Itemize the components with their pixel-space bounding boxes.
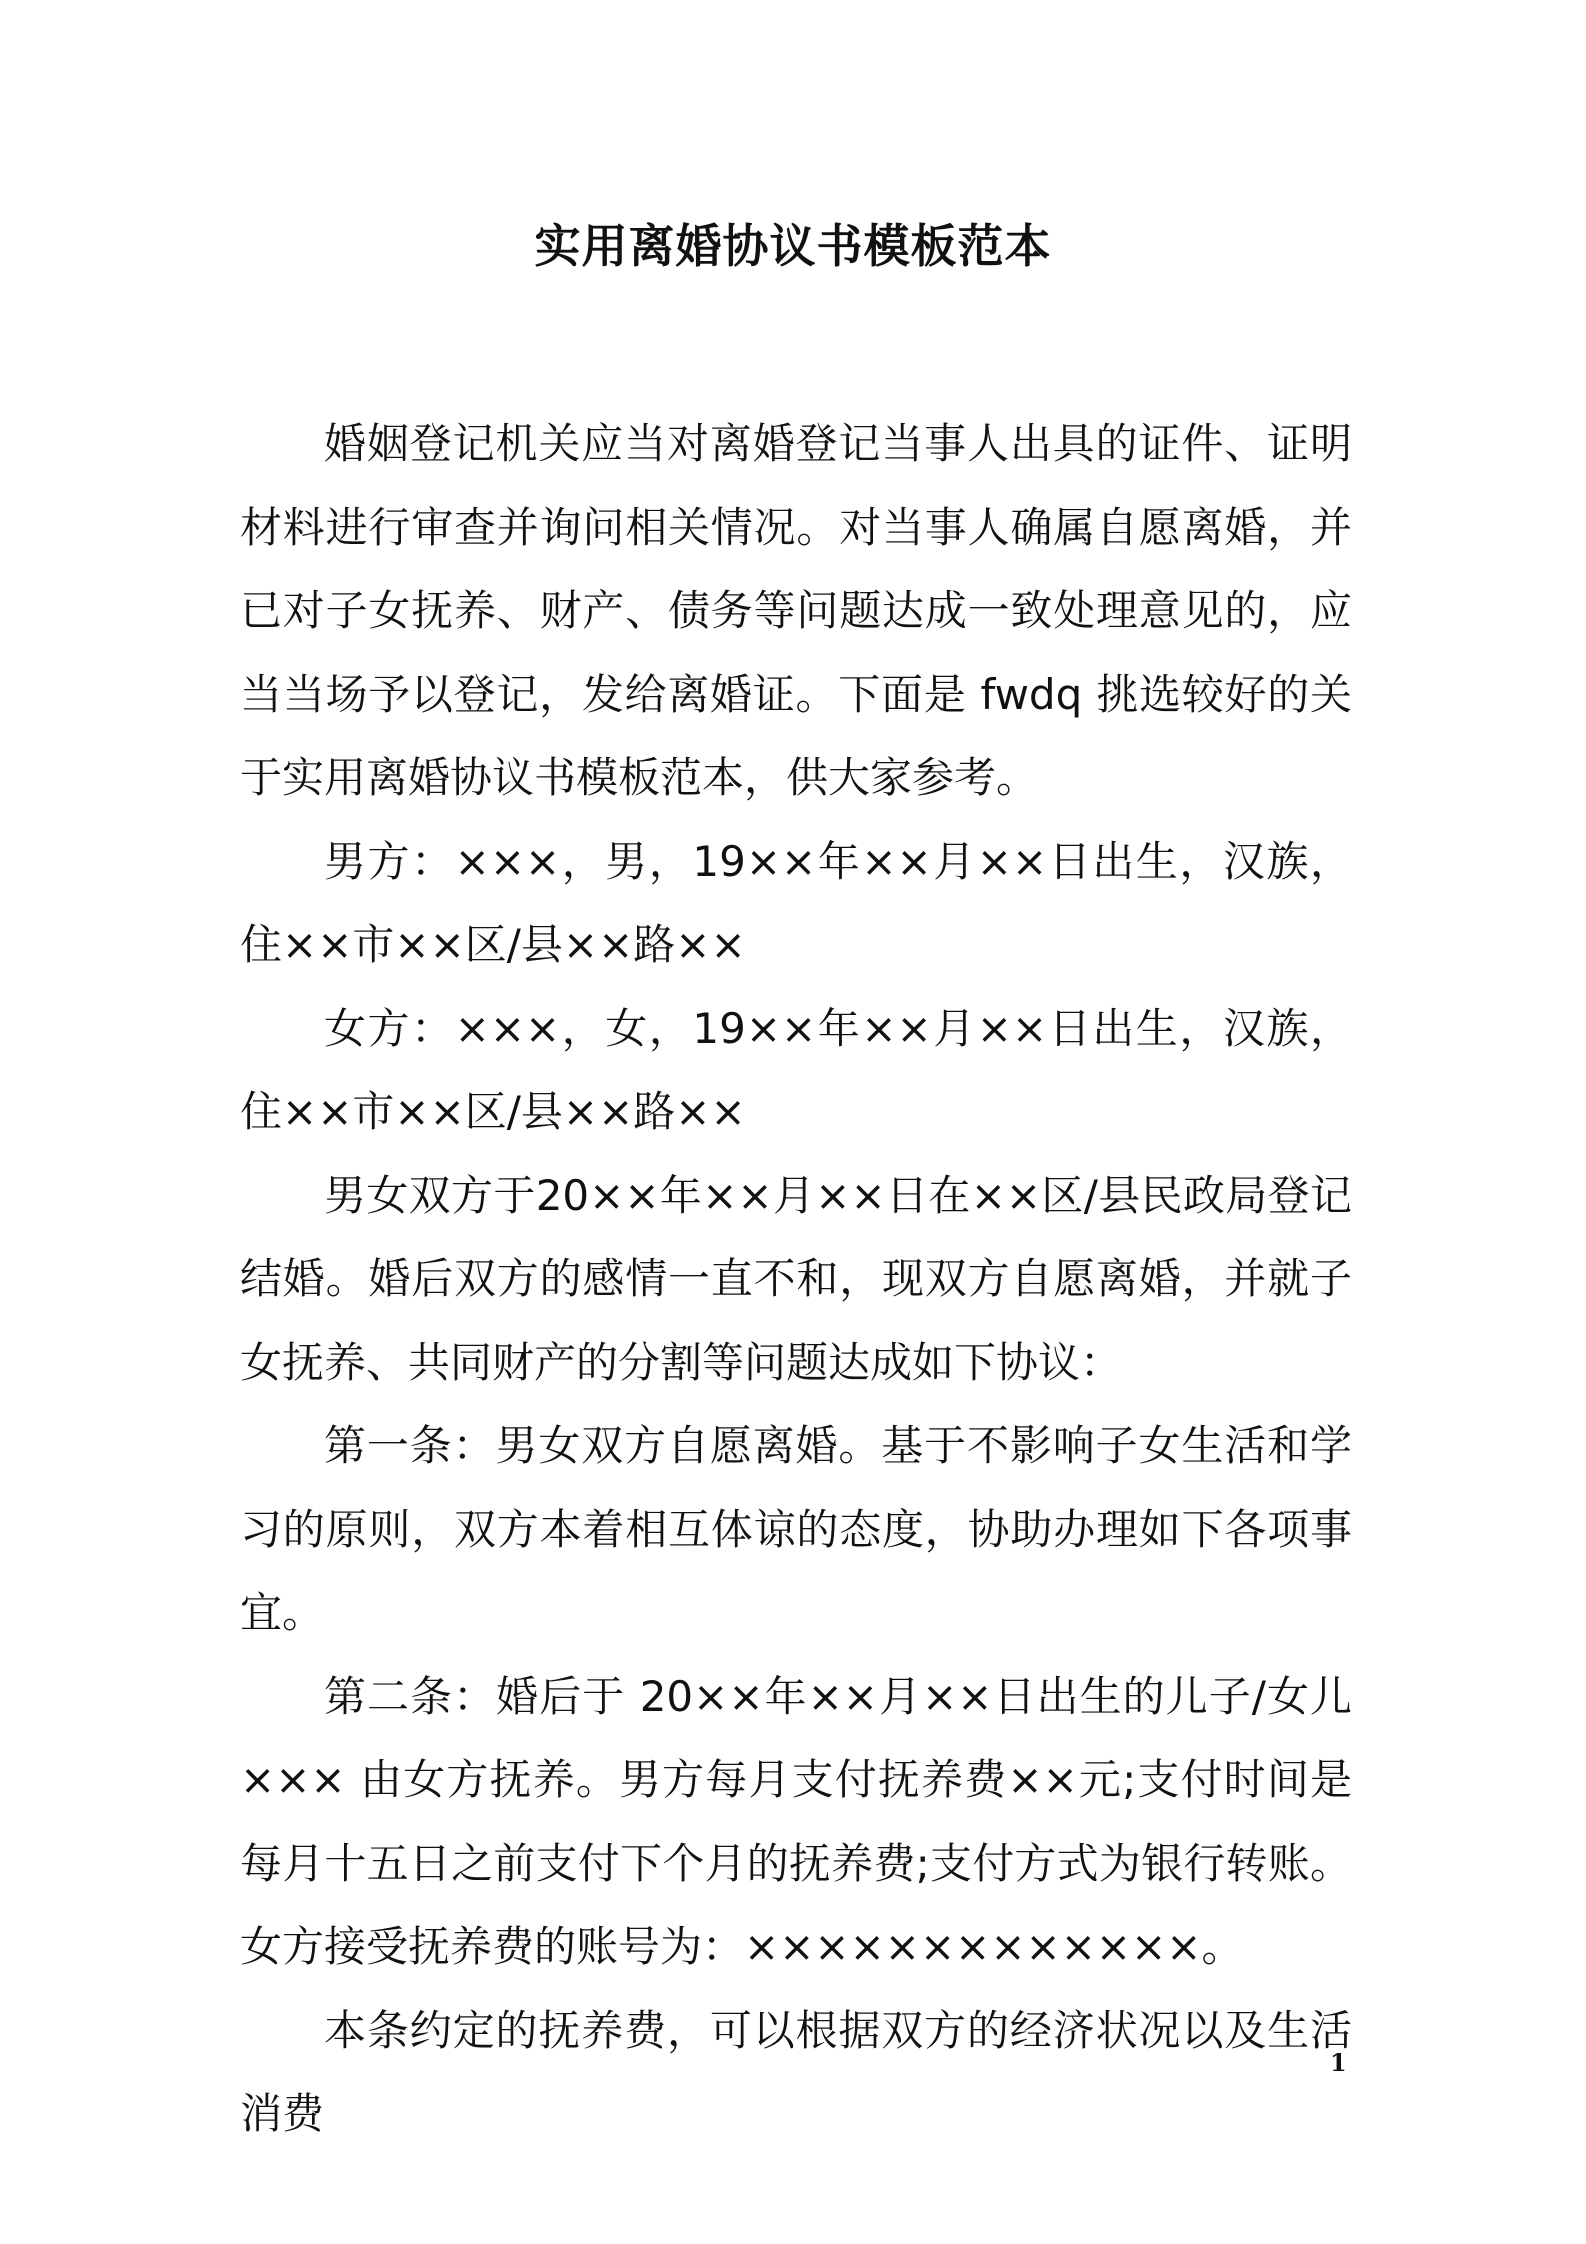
paragraph-male-party: 男方：×××，男，19××年××月××日出生，汉族，住××市××区/县××路×× bbox=[240, 836, 1352, 969]
paragraph-intro: 婚姻登记机关应当对离婚登记当事人出具的证件、证明材料进行审查并询问相关情况。对当事人确属自愿离婚，并已对子女抚养、财产、债务等问题达成一致处理意见的，应当当场予以登记，发给离婚证。下面是 fwdq 挑选较好的关于实用离婚协议书模板范本，供大家参考。 bbox=[240, 419, 1352, 802]
document-body bbox=[240, 402, 1352, 2156]
page-number: 1 bbox=[1330, 2048, 1347, 2077]
paragraph-support-adjustment: 本条约定的抚养费，可以根据双方的经济状况以及生活消费 bbox=[240, 2005, 1352, 2138]
paragraph-article-2: 第二条：婚后于 20××年××月××日出生的儿子/女儿××× 由女方抚养。男方每月支付抚养费××元;支付时间是每月十五日之前支付下个月的抚养费;支付方式为银行转账。女方接受抚养费的账号为：×××××××××××××。 bbox=[240, 1671, 1352, 1971]
paragraph-marriage-statement: 男女双方于20××年××月××日在××区/县民政局登记结婚。婚后双方的感情一直不和，现双方自愿离婚，并就子女抚养、共同财产的分割等问题达成如下协议： bbox=[240, 1170, 1352, 1387]
paragraph-female-party: 女方：×××，女，19××年××月××日出生，汉族，住××市××区/县××路×× bbox=[240, 1003, 1352, 1136]
document-title: 实用离婚协议书模板范本 bbox=[534, 219, 1052, 273]
paragraph-article-1: 第一条：男女双方自愿离婚。基于不影响子女生活和学习的原则，双方本着相互体谅的态度，协助办理如下各项事宜。 bbox=[240, 1421, 1352, 1637]
